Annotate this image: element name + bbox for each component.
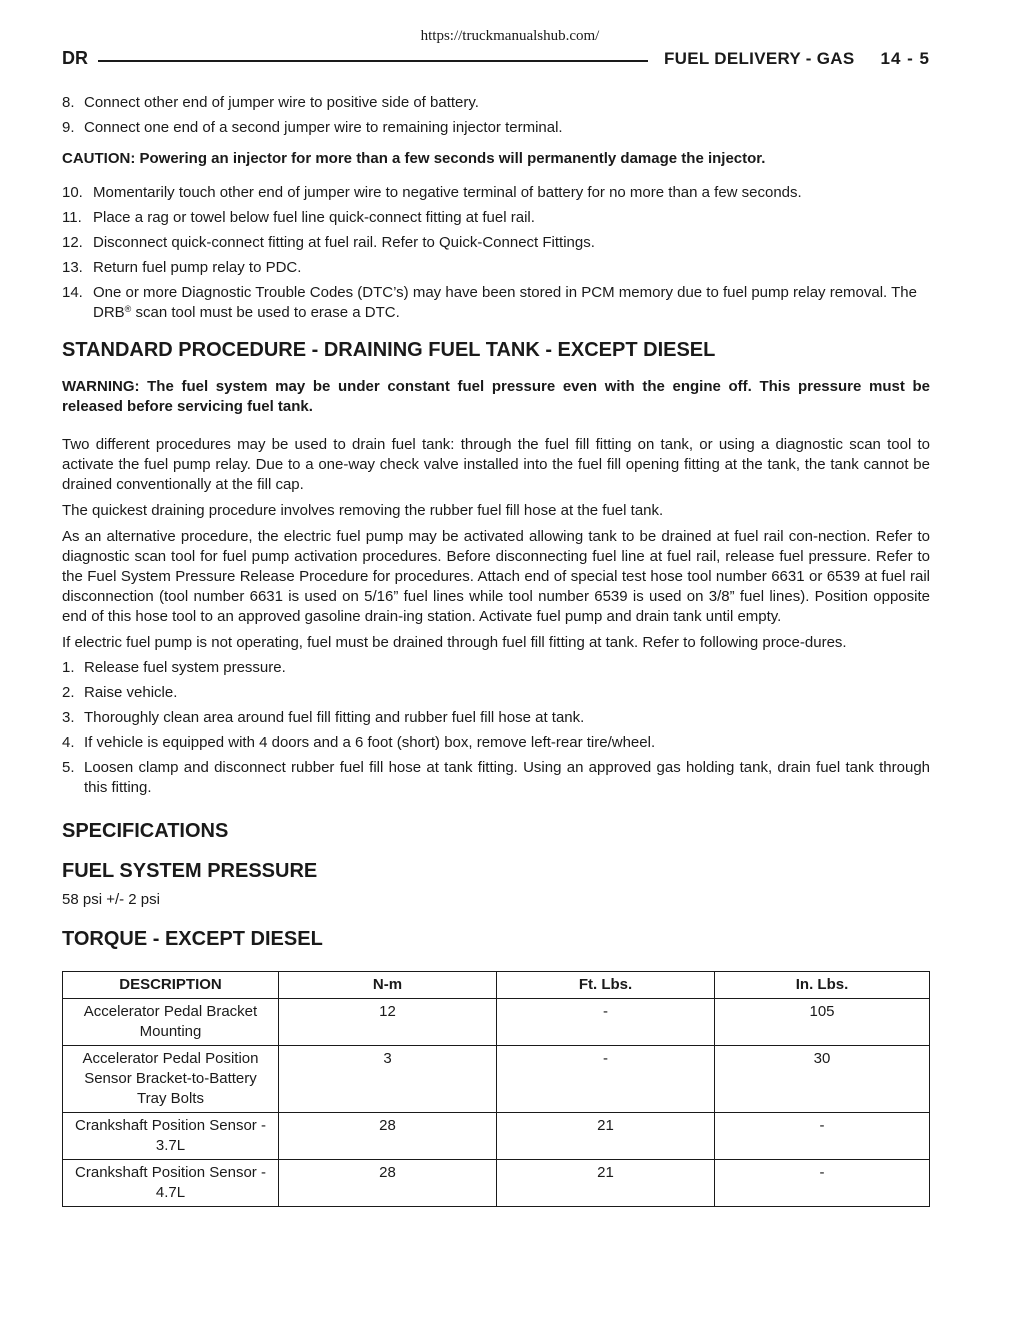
step-text: Release fuel system pressure. bbox=[84, 659, 286, 676]
column-header-description: DESCRIPTION bbox=[63, 972, 279, 999]
cell-ft-lbs: - bbox=[497, 1046, 715, 1113]
cell-nm: 28 bbox=[279, 1113, 497, 1160]
list-item bbox=[62, 233, 930, 253]
cell-in-lbs: 30 bbox=[715, 1046, 930, 1113]
step-text-part: scan tool must be used to erase a DTC. bbox=[131, 304, 400, 321]
cell-nm: 12 bbox=[279, 999, 497, 1046]
step-text: Thoroughly clean area around fuel fill fitting and rubber fuel fill hose at tank. bbox=[84, 709, 585, 726]
step-number: 14. bbox=[62, 284, 83, 301]
step-number: 1. bbox=[62, 659, 75, 676]
step-number: 9. bbox=[62, 119, 75, 136]
section-heading-draining: STANDARD PROCEDURE - DRAINING FUEL TANK - EXCEPT DIESEL bbox=[62, 339, 716, 361]
step-text: Momentarily touch other end of jumper wire to negative terminal of battery for no more than a few seconds. bbox=[93, 184, 802, 201]
step-number: 10. bbox=[62, 184, 83, 201]
step-number: 2. bbox=[62, 684, 75, 701]
header-section-title: FUEL DELIVERY - GAS bbox=[663, 49, 855, 68]
cell-ft-lbs: 21 bbox=[497, 1160, 715, 1207]
section-heading-specifications: SPECIFICATIONS bbox=[62, 820, 229, 842]
list-item bbox=[62, 208, 930, 228]
list-item bbox=[62, 183, 930, 203]
paragraph: Two different procedures may be used to drain fuel tank: through the fuel fill fitting on tank, or using a diagnostic scan tool to activate the fuel pump relay. Due to a one-way check valve installed into the fuel fill opening fitting at the tank, the tank cannot be drained conventionally at the fill cap. bbox=[62, 436, 930, 493]
cell-description: Crankshaft Position Sensor - 3.7L bbox=[63, 1113, 279, 1160]
page-header bbox=[62, 48, 930, 70]
fuel-pressure-value: 58 psi +/- 2 psi bbox=[62, 891, 160, 908]
table-row bbox=[63, 1113, 930, 1160]
step-number: 13. bbox=[62, 259, 83, 276]
cell-description: Crankshaft Position Sensor - 4.7L bbox=[63, 1160, 279, 1207]
cell-description: Accelerator Pedal Position Sensor Bracket-to-Battery Tray Bolts bbox=[63, 1046, 279, 1113]
paragraph: If electric fuel pump is not operating, fuel must be drained through fuel fill fitting at tank. Refer to following proce-dures. bbox=[62, 634, 847, 651]
paragraph: As an alternative procedure, the electric fuel pump may be activated allowing tank to be drained at fuel rail con-nection. Refer to diagnostic scan tool for fuel pump activation procedures. Before disconnecting fuel line at fuel rail, release fuel pressure. Refer to the Fuel System Pressure Release Procedure for procedures. Attach end of special test hose tool number 6631 or 6539 at fuel rail disconnection (tool number 6631 is used on 5/16” fuel lines while tool number 6539 is used on 3/8” fuel lines). Position opposite end of this hose tool to an approved gasoline drain-ing station. Activate fuel pump and drain tank until empty. bbox=[62, 528, 930, 625]
cell-in-lbs: 105 bbox=[715, 999, 930, 1046]
step-number: 8. bbox=[62, 94, 75, 111]
column-header-in-lbs: In. Lbs. bbox=[715, 972, 930, 999]
column-header-ft-lbs: Ft. Lbs. bbox=[497, 972, 715, 999]
page-content bbox=[62, 93, 930, 1207]
caution-note: CAUTION: Powering an injector for more than a few seconds will permanently damage the injector. bbox=[62, 150, 766, 167]
step-text: Disconnect quick-connect fitting at fuel rail. Refer to Quick-Connect Fittings. bbox=[93, 234, 595, 251]
cell-description: Accelerator Pedal Bracket Mounting bbox=[63, 999, 279, 1046]
cell-nm: 28 bbox=[279, 1160, 497, 1207]
step-number: 12. bbox=[62, 234, 83, 251]
step-number: 11. bbox=[62, 209, 82, 226]
step-text: Return fuel pump relay to PDC. bbox=[93, 259, 302, 276]
paragraph: The quickest draining procedure involves removing the rubber fuel fill hose at the fuel tank. bbox=[62, 502, 664, 519]
step-text: If vehicle is equipped with 4 doors and a 6 foot (short) box, remove left-rear tire/wheel. bbox=[84, 734, 656, 751]
source-url: https://truckmanualshub.com/ bbox=[420, 28, 600, 44]
step-number: 5. bbox=[62, 759, 75, 776]
step-text: Loosen clamp and disconnect rubber fuel fill hose at tank fitting. Using an approved gas holding tank, drain fuel tank through this fitting. bbox=[84, 759, 930, 796]
column-header-nm: N-m bbox=[279, 972, 497, 999]
header-rule bbox=[98, 60, 648, 62]
step-number: 3. bbox=[62, 709, 75, 726]
list-item bbox=[62, 118, 930, 138]
table-row bbox=[63, 1046, 930, 1113]
step-text: Raise vehicle. bbox=[84, 684, 178, 701]
section-heading-fuel-pressure: FUEL SYSTEM PRESSURE bbox=[62, 860, 318, 882]
header-right bbox=[664, 49, 930, 69]
list-item bbox=[62, 283, 930, 323]
step-text: Connect other end of jumper wire to positive side of battery. bbox=[84, 94, 479, 111]
list-item bbox=[62, 258, 930, 278]
cell-in-lbs: - bbox=[715, 1160, 930, 1207]
step-text bbox=[93, 284, 917, 321]
list-item bbox=[62, 658, 930, 678]
cell-in-lbs: - bbox=[715, 1113, 930, 1160]
cell-nm: 3 bbox=[279, 1046, 497, 1113]
header-model: DR bbox=[62, 48, 88, 68]
warning-note: WARNING: The fuel system may be under constant fuel pressure even with the engine off. This pressure must be released before servicing fuel tank. bbox=[62, 378, 930, 415]
step-number: 4. bbox=[62, 734, 75, 751]
list-item bbox=[62, 733, 930, 753]
torque-table bbox=[62, 971, 930, 1207]
cell-ft-lbs: 21 bbox=[497, 1113, 715, 1160]
section-heading-torque: TORQUE - EXCEPT DIESEL bbox=[62, 928, 323, 950]
list-item bbox=[62, 708, 930, 728]
table-row bbox=[63, 999, 930, 1046]
step-text: Place a rag or towel below fuel line quick-connect fitting at fuel rail. bbox=[93, 209, 535, 226]
table-row bbox=[63, 1160, 930, 1207]
header-page-number: 14 - 5 bbox=[880, 49, 930, 68]
cell-ft-lbs: - bbox=[497, 999, 715, 1046]
list-item bbox=[62, 683, 930, 703]
registered-mark: ® bbox=[124, 304, 132, 314]
step-text: Connect one end of a second jumper wire to remaining injector terminal. bbox=[84, 119, 563, 136]
step-text-part: One or more Diagnostic Trouble Codes (DTC’s) may have been stored in PCM memory due to fuel pump relay removal. The DRB bbox=[93, 284, 917, 321]
list-item bbox=[62, 93, 930, 113]
table-header-row bbox=[63, 972, 930, 999]
list-item bbox=[62, 758, 930, 798]
